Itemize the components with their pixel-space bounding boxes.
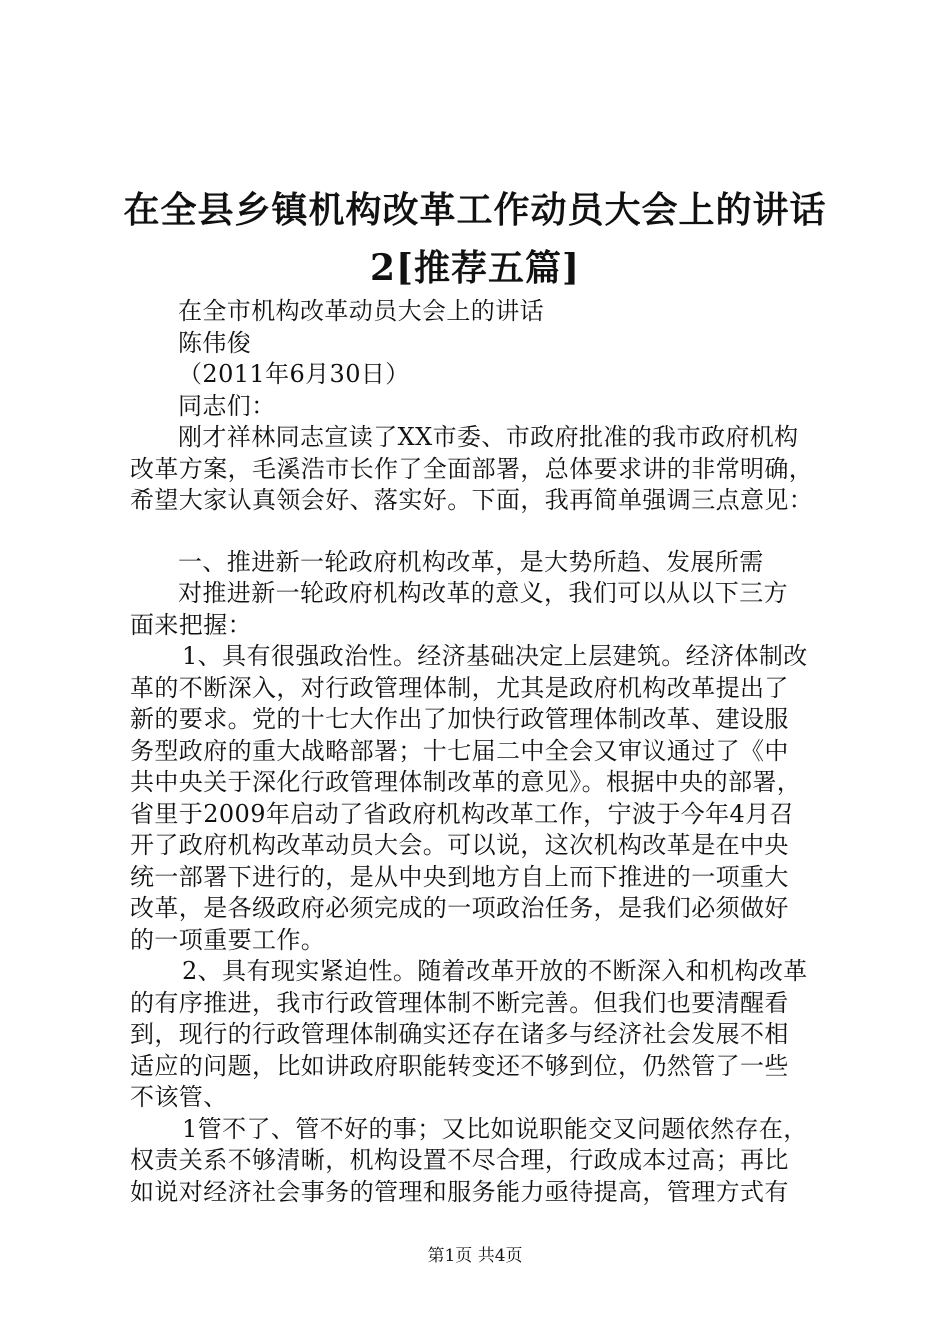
body-line: 共中央关于深化行政管理体制改革的意见》。根据中央的部署， [130,768,802,796]
body-line: 改革方案，毛溪浩市长作了全面部署，总体要求讲的非常明确， [130,454,814,483]
section-heading: 一、推进新一轮政府机构改革，是大势所趋、发展所需 [178,547,764,576]
body-line: 刚才祥林同志宣读了XX市委、市政府批准的我市政府机构 [178,423,799,451]
body-line: 面来把握： [130,610,252,639]
speech-date: （2011年6月30日） [178,360,410,388]
body-line: 到，现行的行政管理体制确实还存在诸多与经济社会发展不相 [130,1020,789,1048]
body-line: 希望大家认真领会好、落实好。下面，我再简单强调三点意见： [130,486,814,514]
subtitle: 在全市机构改革动员大会上的讲话 [178,297,544,325]
document-title-line-1: 在全县乡镇机构改革工作动员大会上的讲话 [123,189,827,231]
body-line: 对推进新一轮政府机构改革的意义，我们可以从以下三方 [178,579,788,607]
body-line: 2、具有现实紧迫性。随着改革开放的不断深入和机构改革 [182,957,808,985]
body-line: 的有序推进，我市行政管理体制不断完善。但我们也要清醒看 [130,988,789,1017]
body-line: 的一项重要工作。 [130,925,326,954]
document-body [130,296,850,1208]
document-title-line-2: 2[推荐五篇] [369,247,581,289]
author: 陈伟俊 [178,328,252,357]
body-line: 新的要求。党的十七大作出了加快行政管理体制改革、建设服 [130,705,789,733]
body-line: 1、具有很强政治性。经济基础决定上层建筑。经济体制改 [182,642,808,670]
body-line: 开了政府机构改革动员大会。可以说，这次机构改革是在中央 [130,831,789,859]
paragraph-gap [130,517,850,547]
body-line: 1管不了、管不好的事；又比如说职能交叉问题依然存在， [182,1114,808,1143]
body-line: 革的不断深入，对行政管理体制，尤其是政府机构改革提出了 [130,673,789,702]
body-line: 改革，是各级政府必须完成的一项政治任务，是我们必须做好 [130,894,789,922]
body-line: 不该管、 [130,1083,228,1111]
body-line: 务型政府的重大战略部署；十七届二中全会又审议通过了《中 [130,736,789,765]
body-line: 适应的问题，比如讲政府职能转变还不够到位，仍然管了一些 [130,1051,789,1080]
salutation: 同志们： [178,391,276,420]
body-line: 如说对经济社会事务的管理和服务能力亟待提高，管理方式有 [130,1177,789,1206]
body-line: 统一部署下进行的，是从中央到地方自上而下推进的一项重大 [130,862,789,891]
body-line: 省里于2009年启动了省政府机构改革工作，宁波于今年4月召 [130,799,794,828]
body-line: 权责关系不够清晰，机构设置不尽合理，行政成本过高；再比 [130,1146,789,1174]
page-footer: 第1页 共4页 [427,1246,523,1266]
